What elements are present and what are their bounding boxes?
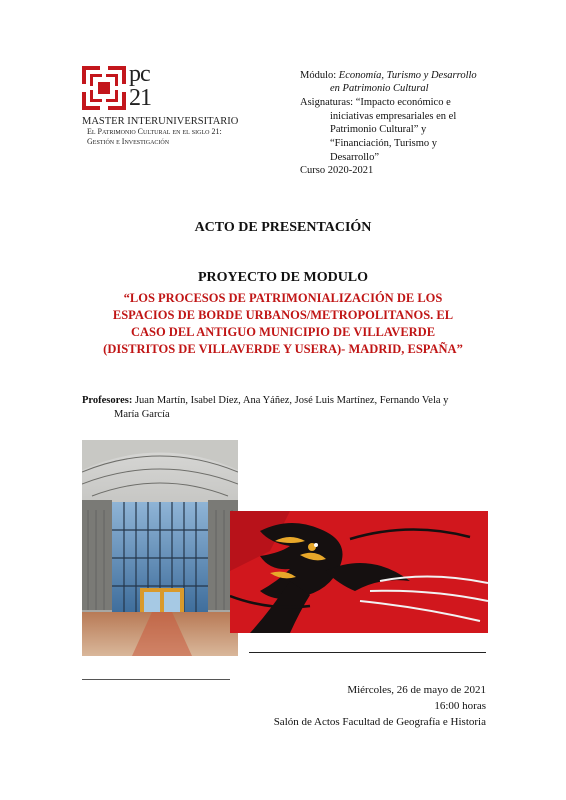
project-title-line-4: (DISTRITOS DE VILLAVERDE Y USERA)- MADRID, ESPAÑA” bbox=[103, 342, 463, 356]
logo-subtitle-1: El Patrimonio Cultural en el siglo 21: bbox=[87, 127, 222, 136]
curso: Curso 2020-2021 bbox=[300, 165, 374, 176]
asignatura-2: iniciativas empresariales en el bbox=[330, 111, 457, 122]
professors-names-1: Juan Martín, Isabel Díez, Ana Yáñez, José Luis Martínez, Fernando Vela y bbox=[132, 395, 449, 406]
section-title: PROYECTO DE MODULO bbox=[197, 270, 369, 285]
asignaturas-line bbox=[300, 96, 451, 110]
master-logo-icon bbox=[82, 66, 126, 110]
page-title: ACTO DE PRESENTACIÓN bbox=[194, 220, 372, 235]
dragon-photo bbox=[230, 511, 488, 633]
signature-line bbox=[82, 679, 230, 680]
asignatura-3: Patrimonio Cultural” y bbox=[330, 124, 427, 135]
modulo-value-2: en Patrimonio Cultural bbox=[330, 83, 429, 94]
asignaturas-label: Asignaturas: bbox=[300, 97, 356, 108]
asignatura-4: “Financiación, Turismo y bbox=[330, 138, 438, 149]
logo-21-text: 21 bbox=[129, 85, 151, 111]
event-date: Miércoles, 26 de mayo de 2021 bbox=[347, 684, 486, 696]
professors-line bbox=[82, 392, 492, 409]
event-time: 16:00 horas bbox=[434, 700, 486, 712]
logo-pc-text: pc bbox=[129, 61, 150, 87]
project-title-line-1: “LOS PROCESOS DE PATRIMONIALIZACIÓN DE LOS bbox=[123, 291, 443, 305]
modulo-value-1: Economía, Turismo y Desarrollo bbox=[338, 70, 477, 81]
asignatura-1: “Impacto económico e bbox=[355, 97, 451, 108]
modulo-value-2-line bbox=[330, 82, 429, 96]
logo-subtitle-2: Gestión e Investigación bbox=[87, 137, 170, 146]
event-place: Salón de Actos Facultad de Geografía e Historia bbox=[273, 716, 486, 728]
project-title-line-2: ESPACIOS DE BORDE URBANOS/METROPOLITANOS. EL bbox=[112, 308, 454, 322]
asignatura-5: Desarrollo” bbox=[330, 152, 379, 163]
project-title-line-3: CASO DEL ANTIGUO MUNICIPIO DE VILLAVERDE bbox=[130, 325, 436, 339]
modulo-line bbox=[300, 69, 477, 83]
modulo-label: Módulo: bbox=[300, 70, 339, 81]
professors-names-2: María García bbox=[114, 409, 170, 420]
logo-master-label: MASTER INTERUNIVERSITARIO bbox=[82, 116, 239, 127]
professors-label: Profesores: bbox=[82, 395, 133, 406]
divider-line bbox=[249, 652, 486, 653]
building-atrium-photo bbox=[82, 440, 238, 656]
